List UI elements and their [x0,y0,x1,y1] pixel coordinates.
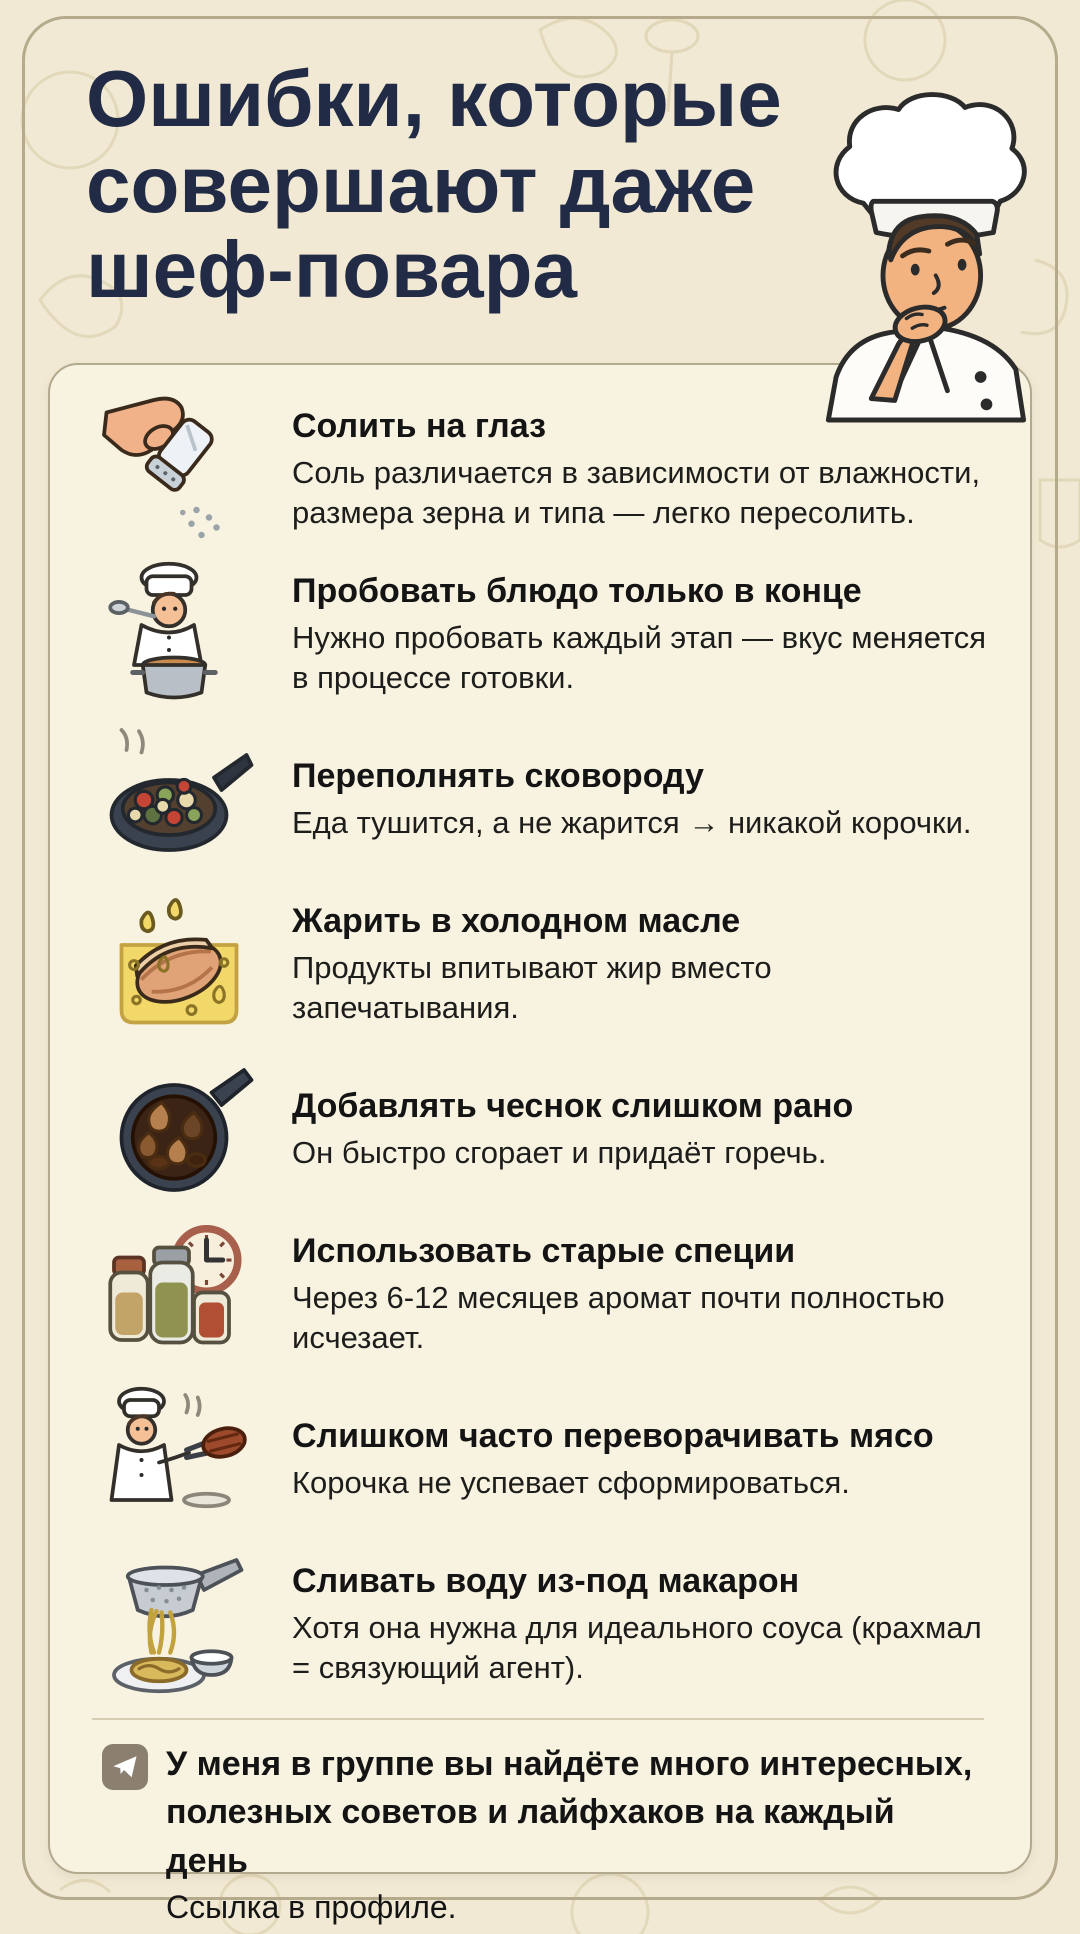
mistake-description: Через 6-12 месяцев аромат почти полностью исчезает. [292,1280,945,1356]
mistake-description: Соль различается в зависимости от влажности, размера зерна и типа — легко пересолить. [292,455,981,531]
mistake-description: Корочка не успевает сформироваться. [292,1465,850,1501]
mistakes-card [48,363,1032,1925]
page-title-line-2: совершают даже [86,139,756,229]
flipping-meat-icon [84,1385,274,1535]
page-title-line-1: Ошибки, которые [86,54,782,143]
mistake-title: Солить на глаз [292,407,547,446]
mistake-title: Жарить в холодном масле [292,902,741,941]
mistake-title: Переполнять сковороду [292,757,704,796]
mistake-title: Использовать старые специи [292,1232,796,1271]
mistake-item [84,1055,992,1205]
cold-oil-icon [84,890,274,1040]
page-title-line-3: шеф-повара [86,225,577,315]
footer-regular-text: Ссылка в профиле. [166,1888,457,1925]
chef-tasting-icon [84,560,274,710]
old-spices-icon [84,1220,274,1370]
mistake-item [84,1385,992,1535]
overfilled-pan-icon [84,725,274,875]
garlic-pan-icon [84,1055,274,1205]
thinking-chef-illustration [774,88,1074,420]
mistake-title: Добавлять чеснок слишком рано [292,1087,854,1126]
mistakes-list [84,395,992,1700]
mistake-item [84,725,992,875]
mistake-title: Пробовать блюдо только в конце [292,572,862,611]
mistake-item [84,560,992,710]
pasta-water-icon [84,1550,274,1700]
mistake-description: Он быстро сгорает и придаёт горечь. [292,1135,827,1171]
mistake-item [84,890,992,1040]
mistake-description: Нужно пробовать каждый этап — вкус меняется в процессе готовки. [292,620,987,696]
footer-bold-text: У меня в группе вы найдёте много интересных, полезных советов и лайфхаков на каждый день [166,1745,973,1880]
mistake-item [84,1220,992,1370]
mistake-title: Сливать воду из-под макарон [292,1562,800,1601]
telegram-icon [102,1744,148,1790]
mistake-title: Слишком часто переворачивать мясо [292,1417,934,1456]
footer-text [166,1740,986,1930]
mistake-item [84,1550,992,1700]
page-title [86,56,782,313]
footer [84,1740,992,1934]
footer-divider [92,1718,984,1720]
mistake-description: Продукты впитывают жир вместо запечатывания. [292,950,772,1026]
salt-shaker-icon [84,395,274,545]
mistake-description: Хотя она нужна для идеального соуса (крахмал = связующий агент). [292,1610,982,1686]
mistake-description: Еда тушится, а не жарится → никакой корочки. [292,805,972,841]
